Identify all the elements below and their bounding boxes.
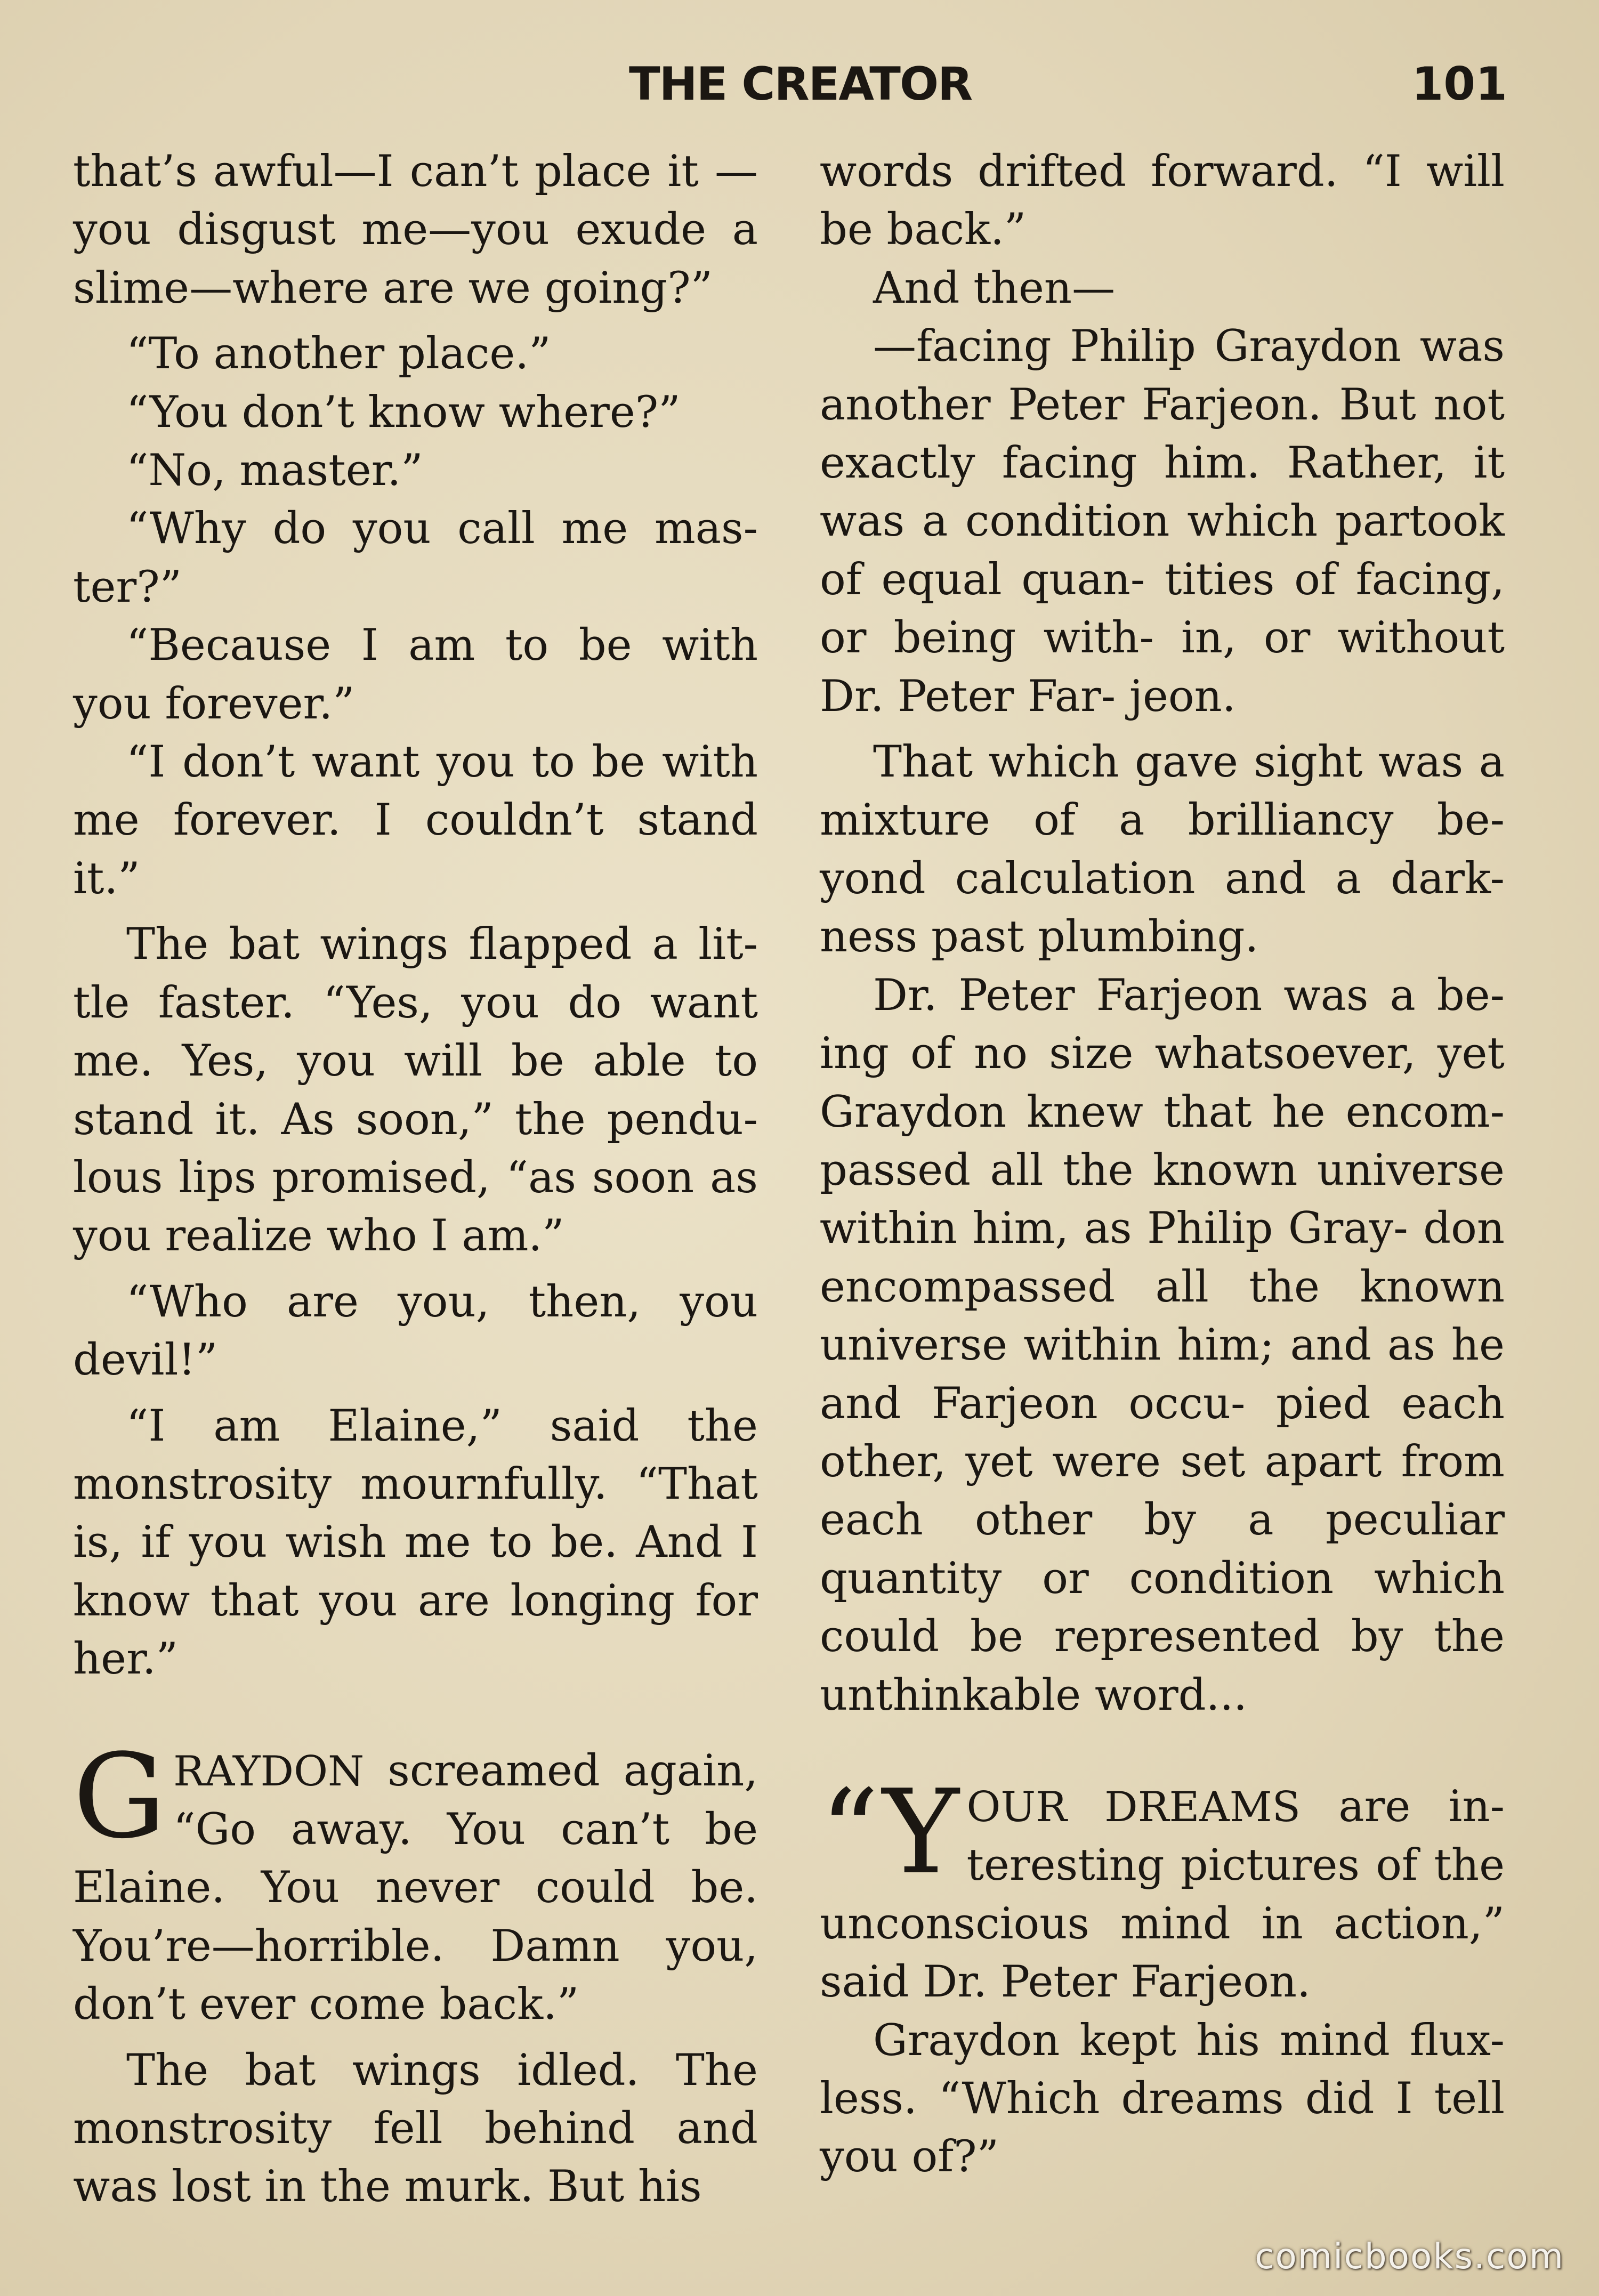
right-column (820, 143, 1505, 2187)
paragraph: “I don’t want you to be with me forever. I couldn’t stand it.” (73, 737, 758, 904)
paragraph: That which gave sight was a mixture of a brilliancy be- yond calculation and a dark- ness past plumbing. (820, 737, 1505, 963)
section-opening-paragraph (820, 1765, 1505, 2012)
paragraph: The bat wings idled. The monstrosity fell behind and was lost in the murk. But his (73, 2045, 758, 2212)
small-caps-lead: OUR DREAMS (966, 1783, 1301, 1831)
page-number: 101 (1411, 58, 1507, 111)
paragraph: “No, master.” (126, 446, 423, 496)
paragraph: “To another place.” (126, 329, 551, 379)
paragraph: “Who are you, then, you devil!” (73, 1276, 758, 1386)
paragraph: “You don’t know where?” (126, 387, 681, 438)
paragraph: The bat wings flapped a lit- tle faster. “Yes, you do want me. Yes, you will be able to stand it. As soon,” the pendu- lous lips promised, “as soon as you realize who I am.” (73, 919, 758, 1262)
section-opening-paragraph (73, 1729, 758, 2034)
drop-cap: “Y (820, 1765, 959, 1900)
paragraph: “I am Elaine,” said the monstrosity mournfully. “That is, if you wish me to be. And I know that you are longing for her.” (73, 1401, 758, 1685)
drop-cap: G (73, 1729, 166, 1864)
paragraph: —facing Philip Graydon was another Peter Farjeon. But not exactly facing him. Rather, it was a condition which partook of equal quan- tities of facing, or being with- in, or without Dr. Peter Far- jeon. (820, 321, 1505, 722)
paragraph-text: are in- teresting pictures of the unconscious mind in action,” said Dr. Peter Farjeon. (820, 1781, 1505, 2008)
site-watermark: comicbooks.com (1255, 2236, 1564, 2277)
paragraph: words drifted forward. “I will be back.” (820, 147, 1505, 255)
paragraph: Dr. Peter Farjeon was a be- ing of no size whatsoever, yet Graydon knew that he encom- passed all the known universe within him, as Philip Gray- don encompassed all the known universe within him; and as he and Farjeon occu- pied each other, yet were set apart from each other by a peculiar quantity or condition which could be represented by the unthinkable word... (820, 970, 1505, 1720)
small-caps-lead: RAYDON (173, 1747, 365, 1796)
paragraph: that’s awful—I can’t place it —you disgust me—you exude a slime—where are we going?” (73, 147, 758, 313)
page-header (0, 58, 1599, 116)
paragraph: And then— (873, 263, 1116, 313)
paragraph-text: screamed again, “Go away. You can’t be Elaine. You never could be. You’re—horrible. Damn you, don’t ever come back.” (73, 1745, 758, 2030)
left-column (73, 143, 758, 2217)
paragraph: Graydon kept his mind flux- less. “Which dreams did I tell you of?” (820, 2015, 1505, 2182)
running-title: THE CREATOR (629, 58, 972, 111)
paragraph: “Because I am to be with you forever.” (73, 620, 758, 729)
paragraph: “Why do you call me mas- ter?” (73, 504, 758, 612)
